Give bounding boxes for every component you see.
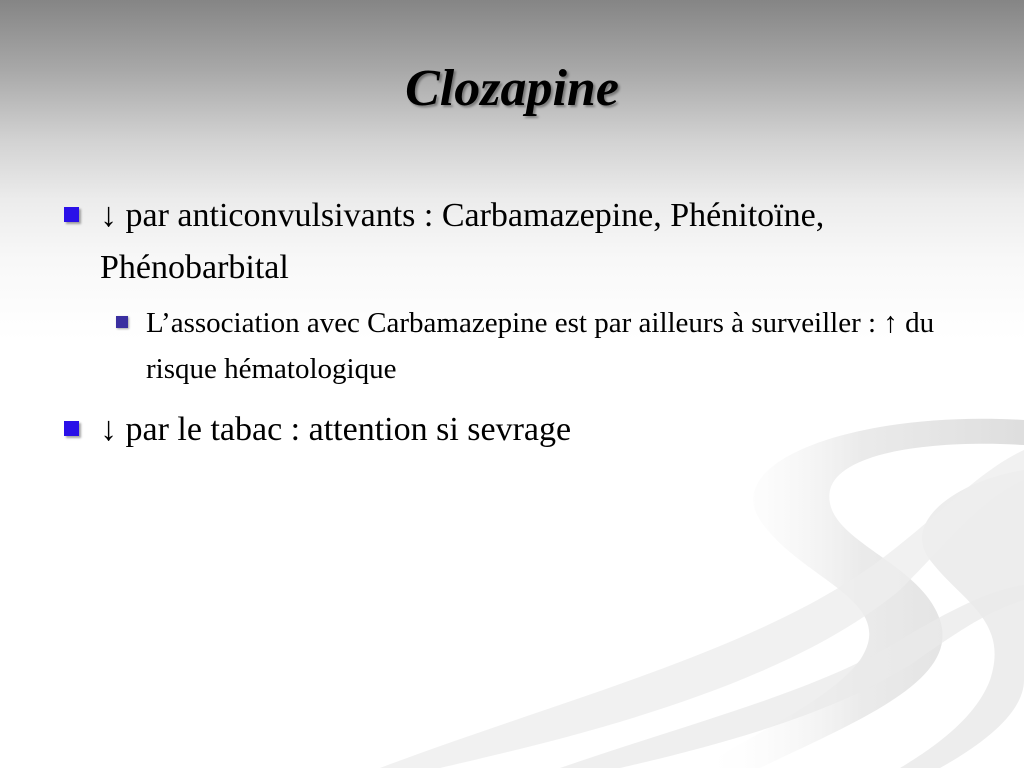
square-bullet-icon (116, 316, 128, 328)
slide-title: Clozapine (405, 60, 619, 117)
square-bullet-icon (64, 207, 79, 222)
square-bullet-icon (64, 421, 79, 436)
sub-bullet-item-carbamazepine (104, 300, 960, 392)
sub-bullet-text: L’association avec Carbamazepine est par ailleurs à surveiller : ↑ du risque hématologique (146, 307, 935, 385)
bullet-item-tabac (60, 404, 960, 456)
bullet-text: ↓ par anticonvulsivants : Carbamazepine, Phénitoïne, Phénobarbital (100, 197, 825, 286)
bullet-list (60, 190, 960, 462)
bullet-text: ↓ par le tabac : attention si sevrage (100, 411, 572, 448)
bullet-item-anticonvulsivants (60, 190, 960, 294)
